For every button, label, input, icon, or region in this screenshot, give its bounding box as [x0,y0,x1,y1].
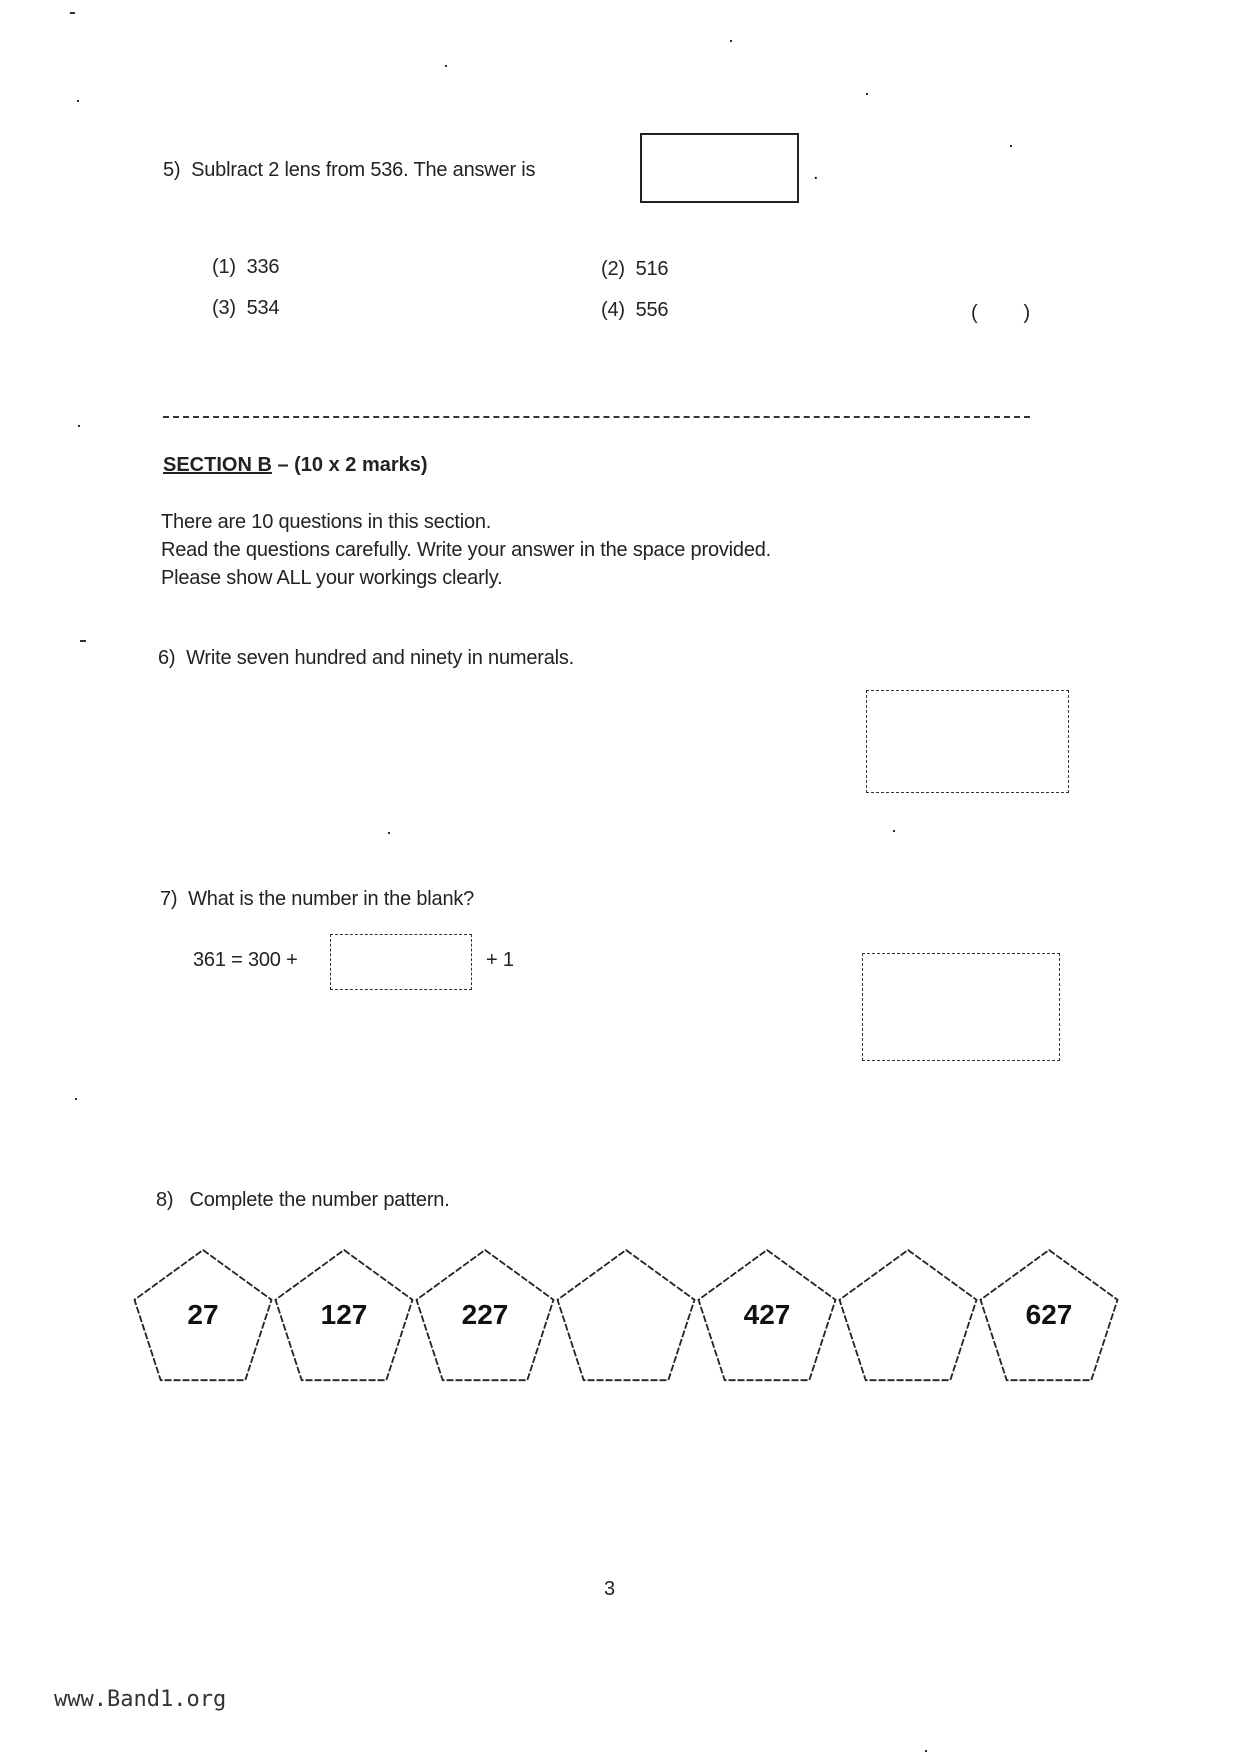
pattern-pentagon[interactable] [840,1250,977,1380]
option-value: 336 [246,256,280,278]
instruction-line: Please show ALL your workings clearly. [161,567,503,589]
pattern-value: 27 [187,1299,219,1330]
scan-speck [80,640,86,642]
question-text: Sublract 2 lens from 536. The answer is [191,159,536,181]
scan-speck [925,1750,927,1752]
scan-speck [1010,145,1012,147]
bracket-close: ) [1023,302,1030,324]
question-number: 6) [158,647,176,669]
scan-speck [70,12,75,14]
scan-speck [388,832,390,834]
scan-speck [730,40,732,42]
equation-right: + 1 [486,949,514,971]
option-label: (1) [212,256,236,278]
equation-left: 361 = 300 + [193,949,298,971]
pattern-value: 627 [1025,1299,1073,1330]
question-number: 7) [160,888,178,910]
option-label: (2) [601,258,625,280]
question-text: Write seven hundred and ninety in numerals. [186,647,575,669]
instruction-line: Read the questions carefully. Write your answer in the space provided. [161,539,772,561]
scan-speck [893,830,895,832]
pattern-value: 427 [743,1299,791,1330]
bracket-open: ( [971,302,978,324]
section-title-underlined: SECTION B [163,454,272,476]
section-title-marks: – (10 x 2 marks) [271,454,428,476]
question-number: 5) [163,159,181,181]
pattern-pentagon[interactable] [558,1250,695,1380]
period: . [813,162,819,184]
pattern-value: 227 [461,1299,509,1330]
scan-speck [866,93,868,95]
scan-speck [75,1098,77,1100]
question-number: 8) [156,1189,174,1211]
scan-speck [445,65,447,67]
question-text: What is the number in the blank? [188,888,475,910]
scan-speck [77,100,79,102]
scan-speck [78,425,80,427]
question-text: Complete the number pattern. [189,1189,450,1211]
watermark: www.Band1.org [54,1687,227,1712]
page-number: 3 [604,1578,615,1600]
instruction-line: There are 10 questions in this section. [161,511,492,533]
option-label: (3) [212,297,236,319]
option-value: 516 [635,258,669,280]
option-label: (4) [601,299,625,321]
option-value: 556 [635,299,669,321]
option-value: 534 [246,297,280,319]
pattern-value: 127 [320,1299,368,1330]
